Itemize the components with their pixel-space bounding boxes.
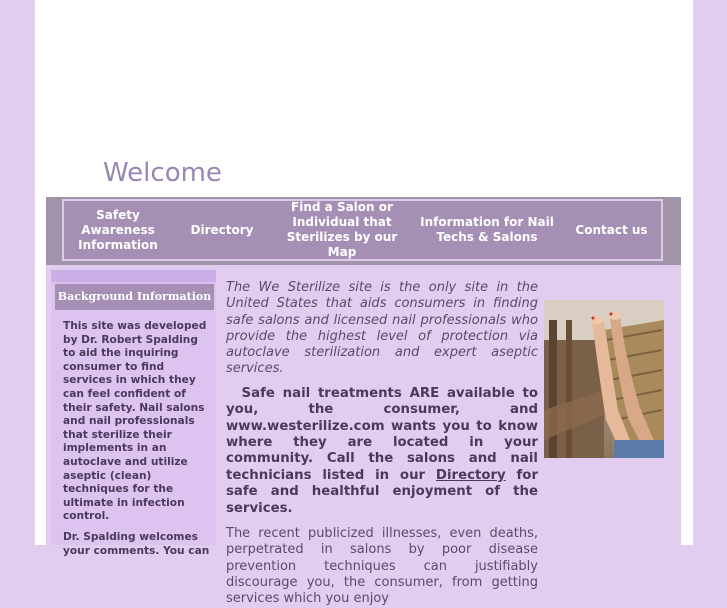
nav-item-directory[interactable]: Directory — [190, 222, 254, 237]
nav-item-nail-techs-info[interactable]: Information for Nail Techs & Salons — [420, 215, 554, 244]
nav-item-contact-us[interactable]: Contact us — [575, 222, 648, 237]
feet-in-hammock-photo — [544, 300, 664, 458]
navigation-menu — [62, 199, 663, 261]
highlight-text-after: for safe and healthful enjoyment of the services. — [226, 467, 538, 516]
nav-item-safety-awareness[interactable]: Safety Awareness Information — [78, 207, 158, 252]
main-content — [226, 280, 538, 608]
highlight-paragraph — [226, 386, 538, 517]
sidebar-paragraph-1: This site was developed by Dr. Robert Spalding to aid the inquiring consumer to find services in which they can feel confident of their safety. Nail salons and nail professionals that sterilize their implements in an autoclave and utilize aseptic (clean) techniques for the ultimate in infection control. — [63, 320, 207, 523]
sidebar-title: Background Information — [55, 284, 214, 310]
sidebar-paragraph-2: Dr. Spalding welcomes your comments. You can — [63, 530, 210, 557]
page-title: Welcome — [103, 158, 222, 188]
body-paragraph: The recent publicized illnesses, even deaths, perpetrated in salons by poor disease prevention techniques can justifiably discourage you, the consumer, from getting services which you enjoy — [226, 526, 538, 607]
directory-link[interactable]: Directory — [435, 467, 506, 483]
sidebar-text — [63, 320, 213, 565]
intro-paragraph: The We Sterilize site is the only site in the United States that aids consumers in finding safe salons and licensed nail professionals who provide the highest level of protection via autoclave sterilization and expert aseptic services. — [226, 280, 538, 377]
nav-item-find-salon-map[interactable]: Find a Salon or Individual that Sterilizes by our Map — [286, 200, 398, 259]
highlight-text-before: Safe nail treatments ARE available to you, the consumer, and www.westerilize.com wants you to know where they are located in your community. Call the salons and nail technicians listed in our — [226, 385, 539, 483]
sidebar-top-bar — [51, 270, 216, 282]
